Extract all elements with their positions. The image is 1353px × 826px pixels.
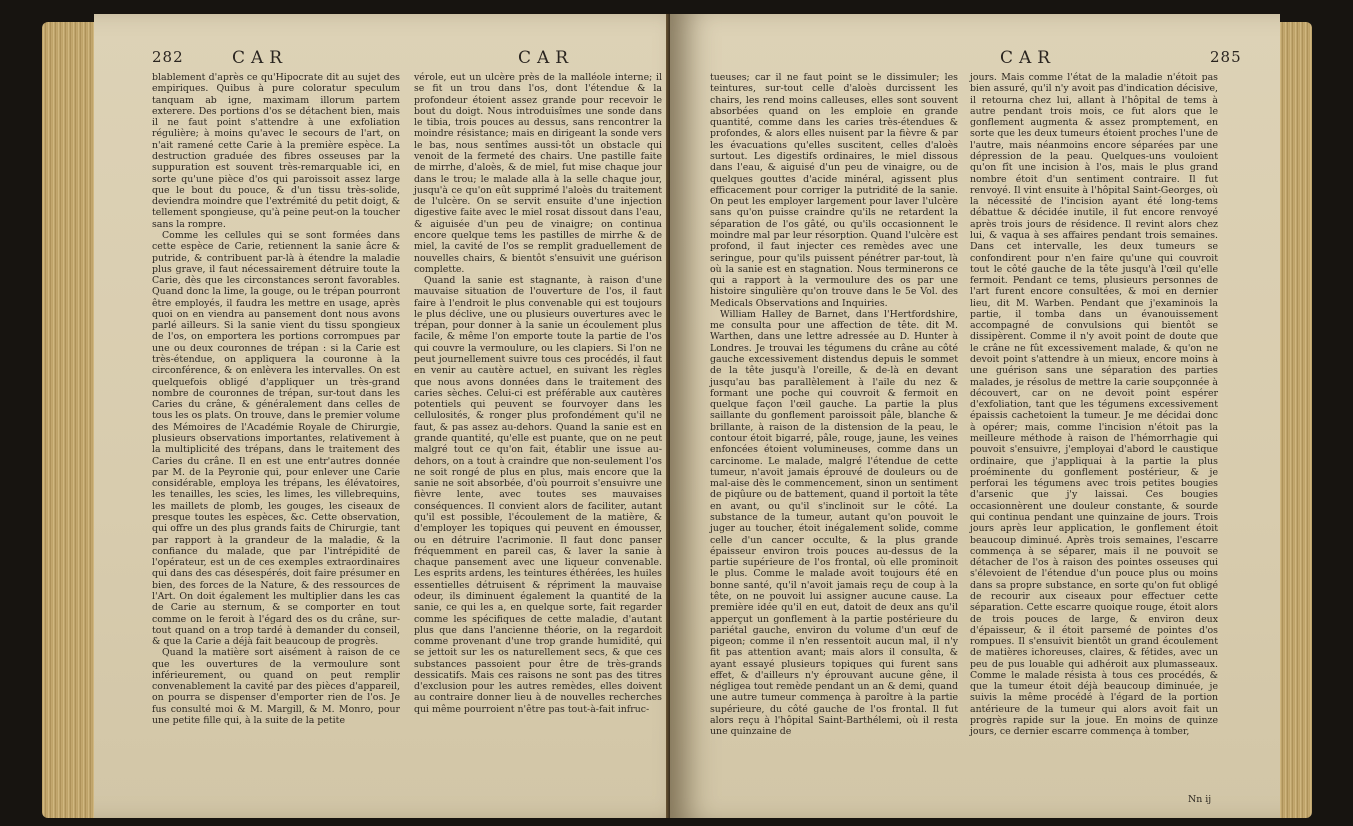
paragraph: blablement d'après ce qu'Hipocrate dit au sujet des empiriques. Quibus à pure coloratur speculum tanquam ab igne, maximam illorum partem exterere. Des portions d'os se détachent bien, mais il ne faut point s'attendre à une exfoliation régulière; à moins qu'avec le secours de l'art, on n'ait ramené cette Carie à la première espèce. La destruction graduée des fibres osseuses par la suppuration est souvent très-remarquable ici, en sorte qu'une pièce d'os qui paroissoit assez large que le bout du pouce, & d'un tissu très-solide, deviendra moindre que l'extrémité du petit doigt, & tellement spongieuse, qu'à peine peut-on la toucher sans la rompre. bbox=[152, 72, 400, 230]
left-page-column-2 bbox=[414, 72, 662, 715]
left-page-number: 282 bbox=[152, 48, 184, 66]
open-book bbox=[42, 14, 1312, 818]
right-page-number: 285 bbox=[1210, 48, 1242, 66]
left-running-title-2: CAR bbox=[518, 48, 575, 68]
paragraph: Comme les cellules qui se sont formées dans cette espèce de Carie, retiennent la sanie âcre & putride, & contribuent par-là à étendre la maladie plus grave, il faut nécessairement détruire toute la Carie, dès que les circonstances seront favorables. Quand donc la lime, la gouge, ou le trépan pourront être employés, il faudra les mettre en usage, après quoi on en viendra au pansement dont nous avons parlé ailleurs. Si la sanie vient du tissu spongieux de l'os, on emportera les portions corrompues par une ou deux couronnes de trépan : si la Carie est très-étendue, on appliquera la couronne à la circonférence, & on enlèvera les intervalles. On est quelquefois obligé d'appliquer un très-grand nombre de couronnes de trépan, sur-tout dans les Caries du crâne, & généralement dans celles de tous les os plats. On trouve, dans le premier volume des Mémoires de l'Académie Royale de Chirurgie, plusieurs observations importantes, relativement à la multiplicité des trépans, dans le traitement des Caries du crâne. Il en est une entr'autres donnée par M. de la Peyronie qui, pour enlever une Carie considérable, employa les trépans, les élévatoires, les tenailles, les scies, les limes, les villebrequins, les maillets de plomb, les gouges, les ciseaux de presque toutes les espèces, &c. Cette observation, qui offre un des plus grands faits de Chirurgie, tant par rapport à la grandeur de la maladie, & la confiance du malade, que par l'intrépidité de l'opérateur, est un de ces exemples extraordinaires qui dans des cas désespérés, doit faire présumer en bien, des forces de la Nature, & des ressources de l'Art. On doit également les multiplier dans les cas de Carie au sternum, & se comporter en tout comme on le feroit à l'égard des os du crâne, sur-tout quand on a trop tardé à demander du conseil, & que la Carie a déjà fait beaucoup de progrès. bbox=[152, 229, 400, 648]
paragraph: William Halley de Barnet, dans l'Hertfordshire, me consulta pour une affection de tête. dit M. Warthen, dans une lettre adressée au D. Hunter à Londres. Je trouvai les tégumens du crâne au côté gauche excessivement distendus depuis le sommet de la tête jusqu'à l'oreille, & de-là en devant jusqu'au bas parallèlement à l'aile du nez & formant une poche qui couvroit & fermoit en quelque façon l'œil gauche. La partie la plus saillante du gonflement paroissoit pâle, blanche & brillante, à raison de la distension de la peau, le contour étoit bigarré, pâle, rouge, jaune, les veines enfoncées étoient volumineuses, comme dans un carcinome. Le malade, malgré l'étendue de cette tumeur, n'avoit jamais éprouvé de douleurs ou de mal-aise dès le commencement, sinon un sentiment de piqûure ou de battement, quand il portoit la tête en avant, ou qu'il s'inclinoit sur le côté. La substance de la tumeur, autant qu'on pouvoit le juger au toucher, étoit inégalement solide, comme celle d'un cancer occulte, & la plus grande épaisseur environ trois pouces au-dessus de la partie supérieure de l'os frontal, où elle prominoit le plus. Comme le malade avoit toujours été en bonne santé, qu'il n'avoit jamais reçu de coup à la tête, on ne pouvoit lui assigner aucune cause. La première idée qu'il en eut, datoit de deux ans qu'il apperçut un gonflement à la partie postérieure du pariétal gauche, environ du volume d'un œuf de pigeon; comme il n'en ressentoit aucun mal, il n'y fit pas attention avant; mais alors il consulta, & ayant essayé plusieurs topiques qui furent sans effet, & d'ailleurs n'y éprouvant aucune gêne, il négligea tout remède pendant un an & demi, quand une autre tumeur commença à paroître à la partie supérieure, du côté gauche de l'os frontal. Il fut alors reçu à l'hôpital Saint-Barthélemi, où il resta une quinzaine de bbox=[710, 308, 958, 738]
paragraph: vérole, eut un ulcère près de la malléole interne; il se fit un trou dans l'os, dont l'étendue & la profondeur étoient assez grande pour recevoir le bout du doigt. Nous introduisîmes une sonde dans le tibia, trois pouces au dessus, sans rencontrer la moindre résistance; mais en dirigeant la sonde vers le bas, nous sentîmes aussi-tôt un obstacle qui venoit de la fermeté des chairs. Une pastille faite de mirrhe, d'aloès, & de miel, fut mise chaque jour dans le trou; le malade alla à la selle chaque jour, jusqu'à ce qu'on eût supprimé l'aloès du traitement de l'ulcère. On se servit ensuite d'une injection digestive faite avec le miel rosat dissout dans l'eau, & aiguisée d'un peu de vinaigre; on continua encore quelque tems les pastilles de mirrhe & de miel, la cavité de l'os se remplit graduellement de nouvelles chairs, & bientôt s'ensuivit une guérison complette. bbox=[414, 72, 662, 275]
right-page-header bbox=[710, 48, 1250, 72]
left-page bbox=[94, 14, 704, 818]
right-running-title: CAR bbox=[1000, 48, 1057, 68]
right-page-column-1 bbox=[710, 72, 958, 738]
left-page-header bbox=[152, 48, 672, 72]
paragraph: jours. Mais comme l'état de la maladie n'étoit pas bien assuré, qu'il n'y avoit pas d'indication décisive, il retourna chez lui, allant à l'hôpital de tems à autre pendant trois mois, ce fut alors que le gonflement augmenta & assez promptement, en sorte que les deux tumeurs étoient proches l'une de l'autre, mais néanmoins encore séparées par une dépression de la peau. Quelques-uns vouloient qu'on fît une incision à l'os, mais le plus grand nombre étoit d'un sentiment contraire. Il fut renvoyé. Il vint ensuite à l'hôpital Saint-Georges, où la nécessité de l'incision ayant été long-tems débattue & décidée inutile, il fut encore renvoyé après trois jours de résidence. Il revint alors chez lui, & vaqua à ses affaires pendant trois semaines. Dans cet intervalle, les deux tumeurs se confondirent pour n'en faire qu'une qui couvroit tout le côté gauche de la tête jusqu'à l'œil qu'elle fermoit. Pendant ce tems, plusieurs personnes de l'art furent encore consultées, & moi en dernier lieu, dit M. Warben. Pendant que j'examinois la partie, il tomba dans un évanouissement accompagné de convulsions qui bientôt se dissipèrent. Comme il n'y avoit point de doute que le crâne ne fût excessivement malade, & qu'on ne devoit point s'attendre à un mieux, encore moins à une guérison sans une séparation des parties malades, je résolus de mettre la carie soupçonnée à découvert, car on ne devoit point espérer d'exfoliation, tant que les tégumens excessivement épaissis cachetoient la tumeur. Je me décidai donc à opérer; mais, comme l'incision n'étoit pas la meilleure méthode à raison de l'hémorrhagie qui pouvoit s'ensuivre, j'employai d'abord le caustique ordinaire, que j'appliquai à la partie la plus proéminente du gonflement postérieur, & je perforai les tégumens avec trois petites bougies d'arsenic que j'y laissai. Ces bougies occasionnèrent une douleur constante, & sourde qui continua pendant une quinzaine de jours. Trois jours après leur application, le gonflement étoit beaucoup diminué. Après trois semaines, l'escarre commença à se séparer, mais il ne pouvoit se détacher de l'os à raison des pointes osseuses qui s'élevoient de l'étendue d'un pouce plus ou moins dans sa propre substance, en sorte qu'on fut obligé de recourir aux ciseaux pour effectuer cette séparation. Cette escarre quoique rouge, étoit alors de trois pouces de large, & environ deux d'épaisseur, & il étoit parsemé de pointes d'os rompues. Il s'ensuivit bientôt un grand écoulement de matières ichoreuses, claires, & fétides, avec un peu de pus louable qui adhéroit aux plumasseaux. Comme le malade résista à tous ces procédés, & que la tumeur étoit déjà beaucoup diminuée, je suivis la même procédé à l'égard de la portion antérieure de la tumeur qui alors avoit fait un progrès rapide sur la joue. En moins de quinze jours, ce dernier escarre commença à tomber, bbox=[970, 72, 1218, 738]
left-page-edges bbox=[42, 22, 100, 818]
left-running-title: CAR bbox=[232, 48, 289, 68]
signature-mark: Nn ij bbox=[1188, 794, 1212, 805]
right-page bbox=[670, 14, 1280, 818]
left-page-column-1 bbox=[152, 72, 400, 726]
paragraph: tueuses; car il ne faut point se le dissimuler; les teintures, sur-tout celle d'aloès durcissent les chairs, les rend moins calleuses, elles sont souvent absorbées quand on les emploie en grande quantité, comme dans les caries très-étendues & profondes, & alors elles nuisent par la fièvre & par les évacuations qu'elles suscitent, celles d'aloès surtout. Les digestifs ordinaires, le miel dissous dans l'eau, & aiguisé d'un peu de vinaigre, ou de quelques gouttes d'acide minéral, agissent plus efficacement pour corriger la putridité de la sanie. On peut les employer largement pour laver l'ulcère sans qu'on puisse craindre qu'ils ne retardent la séparation de l'os gâté, ou qu'ils occasionnent le moindre mal par leur résorption. Quand l'ulcère est profond, il faut injecter ces remèdes avec une seringue, pour qu'ils puissent pénétrer par-tout, là où la sanie est en stagnation. Nous terminerons ce qui a rapport à la vermoulure des os par une histoire singulière qu'on trouve dans le 5e Vol. des Medicals Observations and Inquiries. bbox=[710, 72, 958, 309]
right-page-column-2 bbox=[970, 72, 1218, 738]
paragraph: Quand la matière sort aisément à raison de ce que les ouvertures de la vermoulure sont inférieurement, ou quand on peut remplir convenablement la cavité par des pièces d'appareil, on pourra se dispenser d'emporter rien de l'os. Je fus consulté moi & M. Margill, & M. Monro, pour une petite fille qui, à la suite de la petite bbox=[152, 647, 400, 727]
paragraph: Quand la sanie est stagnante, à raison d'une mauvaise situation de l'ouverture de l'os, il faut faire à l'endroit le plus convenable qui est toujours le plus déclive, une ou plusieurs ouvertures avec le trépan, pour donner à la sanie un écoulement plus facile, & même l'on emporte toute la partie de l'os qui couvre la vermoulure, ou les clapiers. Si l'on ne peut journellement suivre tous ces procédés, il faut en venir au cautère actuel, en suivant les règles que nous avons données dans le traitement des caries sèches. Celui-ci est préférable aux cautères potentiels qui peuvent se fourvoyer dans les cellulosités, & ronger plus profondément qu'il ne faut, & pas assez au-dehors. Quand la sanie est en grande quantité, qu'elle est puante, que on ne peut malgré tout ce qu'on fait, établir une issue au-dehors, on a tout à craindre que non-seulement l'os ne soit rongé de plus en plus, mais encore que la sanie ne soit absorbée, d'où pourroit s'ensuivre une fièvre lente, avec toutes ses mauvaises conséquences. Il convient alors de faciliter, autant qu'il est possible, l'écoulement de la matière, & d'employer les topiques qui peuvent en émousser, ou en détruire l'acrimonie. Il faut donc panser fréquemment en pareil cas, & laver la sanie à chaque pansement avec une liqueur convenable. Les esprits ardens, les teintures éthérées, les huiles essentielles détruisent & répriment la mauvaise odeur, ils diminuent également la quantité de la sanie, ce qui les a, en quelque sorte, fait regarder comme les spécifiques de cette maladie, d'autant plus que dans l'ancienne théorie, on la regardoit comme provenant d'une trop grande humidité, qui se jettoit sur les os naturellement secs, & que ces substances passoient pour être de très-grands dessicatifs. Mais ces raisons ne sont pas des titres d'exclusion pour les autres remèdes, elles doivent au contraire donner lieu à de nouvelles recherches qui même pourroient n'être pas tout-à-fait infruc- bbox=[414, 275, 662, 715]
